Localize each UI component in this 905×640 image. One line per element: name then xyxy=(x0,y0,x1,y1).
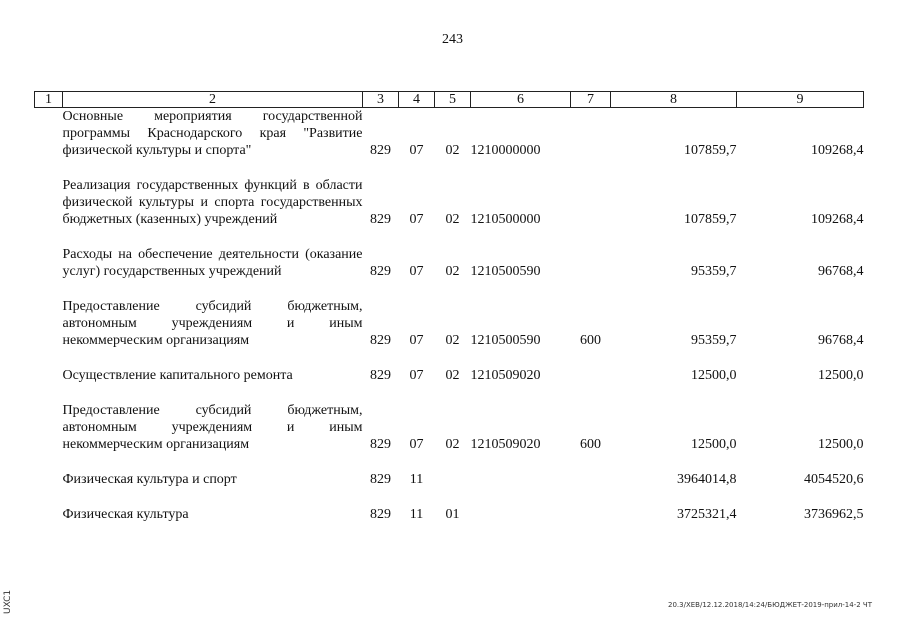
table-row xyxy=(35,177,864,228)
side-mark: UXC1 xyxy=(3,589,13,614)
row-pr: 02 xyxy=(445,437,460,452)
row-vr xyxy=(571,246,611,280)
row-ved: 829 xyxy=(370,507,391,522)
row-csr: 1210509020 xyxy=(470,368,541,383)
column-header-5: 5 xyxy=(435,92,471,108)
column-number-header xyxy=(35,92,864,108)
row-sum1: 95359,7 xyxy=(691,264,737,279)
row-rz: 07 xyxy=(409,437,424,452)
column-header-1: 1 xyxy=(35,92,63,108)
row-vr xyxy=(571,177,611,228)
row-sum2: 12500,0 xyxy=(818,437,864,452)
row-name: Физическая культура и спорт xyxy=(62,472,237,487)
row-rz: 07 xyxy=(409,212,424,227)
row-sum2: 96768,4 xyxy=(818,264,864,279)
row-vr xyxy=(571,367,611,384)
row-csr: 1210000000 xyxy=(470,143,541,158)
row-vr: 600 xyxy=(580,333,601,348)
row-vr xyxy=(571,108,611,160)
row-ved: 829 xyxy=(370,212,391,227)
table-row xyxy=(35,246,864,280)
row-csr xyxy=(471,506,571,523)
column-header-8: 8 xyxy=(611,92,737,108)
row-rz: 07 xyxy=(409,264,424,279)
row-sum1: 107859,7 xyxy=(684,143,737,158)
row-sum2: 109268,4 xyxy=(811,212,864,227)
row-pr: 02 xyxy=(445,368,460,383)
row-ved: 829 xyxy=(370,437,391,452)
row-rz: 07 xyxy=(409,143,424,158)
row-sum2: 3736962,5 xyxy=(804,507,864,522)
row-ved: 829 xyxy=(370,368,391,383)
row-csr: 1210500000 xyxy=(470,212,541,227)
row-ved: 829 xyxy=(370,264,391,279)
column-header-2: 2 xyxy=(63,92,363,108)
row-name: Основные мероприятия государственной программы Краснодарского края "Развитие физической культуры и спорта" xyxy=(62,109,363,158)
row-pr: 01 xyxy=(445,507,460,522)
row-pr: 02 xyxy=(445,333,460,348)
row-ved: 829 xyxy=(370,472,391,487)
row-vr: 600 xyxy=(580,437,601,452)
row-pr: 02 xyxy=(445,212,460,227)
row-sum2: 109268,4 xyxy=(811,143,864,158)
row-ved: 829 xyxy=(370,143,391,158)
row-rz: 11 xyxy=(409,507,424,522)
table-row xyxy=(35,298,864,349)
row-name: Предоставление субсидий бюджетным, автономным учреждениям и иным некоммерческим организациям xyxy=(62,403,363,452)
page-number: 243 xyxy=(442,32,463,47)
row-pr: 02 xyxy=(445,264,460,279)
row-csr xyxy=(471,471,571,488)
table-row xyxy=(35,367,864,384)
table-row xyxy=(35,108,864,160)
row-sum2: 96768,4 xyxy=(818,333,864,348)
column-header-3: 3 xyxy=(363,92,399,108)
row-sum1: 12500,0 xyxy=(691,368,737,383)
table-row xyxy=(35,471,864,488)
row-csr: 1210500590 xyxy=(470,333,541,348)
column-header-9: 9 xyxy=(737,92,864,108)
row-rz: 07 xyxy=(409,333,424,348)
column-header-6: 6 xyxy=(471,92,571,108)
budget-table xyxy=(34,91,864,523)
column-header-4: 4 xyxy=(399,92,435,108)
column-header-7: 7 xyxy=(571,92,611,108)
row-csr: 1210500590 xyxy=(470,264,541,279)
row-sum1: 3964014,8 xyxy=(677,472,737,487)
row-pr xyxy=(435,471,471,488)
row-sum1: 107859,7 xyxy=(684,212,737,227)
row-vr xyxy=(571,506,611,523)
row-pr: 02 xyxy=(445,143,460,158)
row-sum1: 12500,0 xyxy=(691,437,737,452)
row-rz: 11 xyxy=(409,472,424,487)
budget-table-body xyxy=(35,108,864,524)
row-rz: 07 xyxy=(409,368,424,383)
row-sum2: 12500,0 xyxy=(818,368,864,383)
row-vr xyxy=(571,471,611,488)
row-sum2: 4054520,6 xyxy=(804,472,864,487)
row-name: Осуществление капитального ремонта xyxy=(62,368,293,383)
table-row xyxy=(35,506,864,523)
row-name: Расходы на обеспечение деятельности (оказание услуг) государственных учреждений xyxy=(62,247,363,279)
row-name: Физическая культура xyxy=(62,507,189,522)
row-name: Реализация государственных функций в области физической культуры и спорта государственных бюджетных (казенных) учреждений xyxy=(62,178,363,227)
row-sum1: 3725321,4 xyxy=(677,507,737,522)
row-sum1: 95359,7 xyxy=(691,333,737,348)
row-name: Предоставление субсидий бюджетным, автономным учреждениям и иным некоммерческим организациям xyxy=(62,299,363,348)
row-ved: 829 xyxy=(370,333,391,348)
document-footer: 20.3/ХЕВ/12.12.2018/14:24/БЮДЖЕТ-2019-прил-14-2 ЧТ xyxy=(668,601,872,609)
row-csr: 1210509020 xyxy=(470,437,541,452)
table-row xyxy=(35,402,864,453)
